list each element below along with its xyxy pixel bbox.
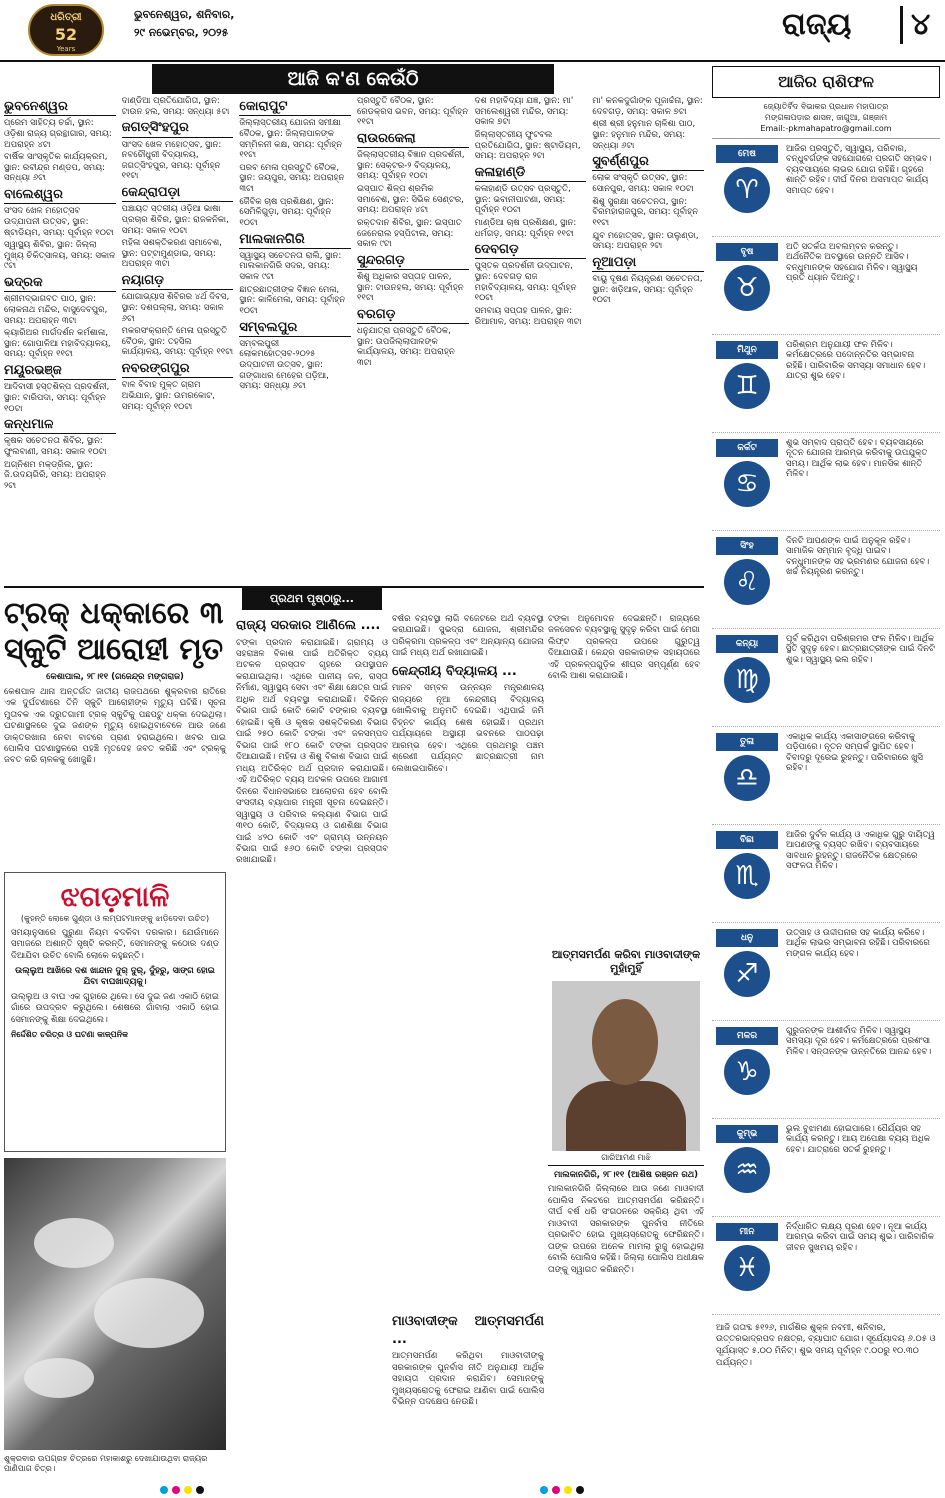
district-heading: ନୂଆପଡ଼ା bbox=[592, 255, 704, 272]
event-item: ସ୍ୱାସ୍ଥ୍ୟ ସଚେତନତା ରାଲି, ସ୍ଥାନ: ମାଲକାନଗିରି ସଦର, ସମୟ: ସକାଳ ୯ଟା bbox=[239, 250, 342, 282]
district-heading: ସୁନ୍ଦରଗଡ଼ bbox=[357, 253, 469, 270]
logo-title: ଧରିତ୍ରୀ bbox=[50, 12, 82, 23]
rashifala-box bbox=[712, 66, 940, 1378]
zodiac-entry bbox=[712, 1217, 940, 1315]
cloud-shape bbox=[34, 1218, 114, 1268]
zodiac-name: ମକର bbox=[716, 1027, 778, 1045]
continued-headline-2: କେନ୍ଦ୍ରୀୟ ବିଦ୍ୟାଳୟ ... bbox=[392, 663, 517, 679]
event-item: ପ୍ରସ୍ତୁତି ବୈଠକ, ସ୍ଥାନ: ରେଡକ୍ରସ ଭବନ, ସମୟ: ପୂର୍ବାହ୍ନ ୧୧ଟା bbox=[356, 96, 469, 128]
event-item: ଇସ୍ପାତ ଶିଳ୍ପ ଶ୍ରମିକ ସମାବେଶ, ସ୍ଥାନ: ସିଭିକ ସେଣ୍ଟର, ସମୟ: ଅପରାହ୍ନ ୪ଟା bbox=[356, 184, 464, 216]
continued-body-3: ଟଙ୍କା ଅନୁମୋଦନ ଦେଇଛନ୍ତି। ରାଜ୍ୟରେ ଜଳସେଚନ ବ୍ୟବସ୍ଥାକୁ ସୁଦୃଢ଼ କରିବା ପାଇଁ ମେଗା ଲିଫ୍ଟ ପ୍ରକଳ୍ପ ଉପରେ ଗୁରୁତ୍ୱ ଦିଆଯାଉଛି। କେନ୍ଦ୍ର ସରକାରଙ୍କ ସହାୟତାରେ ଏହି ପ୍ରକଳ୍ପଗୁଡ଼ିକ ଶୀଘ୍ର ସମ୍ପୂର୍ଣ୍ଣ ହେବ ବୋଲି ଆଶା କରାଯାଉଛି। bbox=[548, 614, 700, 682]
zodiac-name: କର୍କଟ bbox=[716, 439, 778, 457]
district-heading: କଳାହାଣ୍ଡି bbox=[475, 165, 587, 182]
event-item: ଶିଶୁ ଅଧିକାର ସପ୍ତାହ ପାଳନ, ସ୍ଥାନ: ଟାଉନହଲ, ସମୟ: ପୂର୍ବାହ୍ନ ୧୧ଟା bbox=[356, 272, 464, 304]
satire-credit: ନିର୍ଦ୍ଦେଶିତ ଚରିତ୍ର ଓ ଘଟଣା କାଳ୍ପନିକ bbox=[11, 1030, 129, 1040]
truck-story-headline: ଟ୍ରକ୍ ଧକ୍କାରେ ୩ ସ୍କୁଟି ଆରୋହୀ ମୃତ bbox=[4, 596, 224, 667]
event-item: ଜିଲ୍ଲାସ୍ତରୀୟ ବିଜ୍ଞାନ ପ୍ରଦର୍ଶନୀ, ସ୍ଥାନ: ସେକ୍ଟର-୨ ବିଦ୍ୟାଳୟ, ସମୟ: ପୂର୍ବାହ୍ନ ୧୦ଟା bbox=[356, 150, 465, 182]
event-item: ମାଣ୍ଡିଆ ଚାଷ ପ୍ରଶିକ୍ଷଣ, ସ୍ଥାନ: ଧର୍ମଗଡ଼, ସମୟ: ପୂର୍ବାହ୍ନ ୧୧ଟା bbox=[474, 217, 577, 239]
truck-story-dateline: କେଶାପାଲ, ୨୮।୧୧ (ଗଜେନ୍ଦ୍ର ମଙ୍ଗରାଜ) bbox=[46, 672, 184, 682]
maoist-photo bbox=[552, 981, 700, 1151]
zodiac-list bbox=[712, 139, 940, 1315]
zodiac-entry bbox=[712, 531, 940, 629]
event-item: ମହିଳା ସଶକ୍ତିକରଣ ସମାବେଶ, ସ୍ଥାନ: ପଟ୍ଟାମୁଣ୍ଡାଇ, ସମୟ: ଅପରାହ୍ନ ୩ଟା bbox=[121, 238, 222, 270]
maoist-body: ମାଲକାନଗିରି ଜିଲ୍ଲାରେ ଆଉ ଜଣେ ମାଓବାଦୀ ପୋଲିସ ନିକଟରେ ଆତ୍ମସମର୍ପଣ କରିଛନ୍ତି। ଦୀର୍ଘ ବର୍ଷ ଧରି ସଂଗଠନରେ ସକ୍ରିୟ ଥିବା ଏହି ମାଓବାଦୀ ସରକାରଙ୍କ ପୁନର୍ବାସ ନୀତିରେ ପ୍ରଭାବିତ ହୋଇ ମୁଖ୍ୟସ୍ରୋତକୁ ଫେରିଛନ୍ତି। ତାଙ୍କ ଉପରେ ଅନେକ ମାମଲା ରୁଜୁ ହୋଇଥିଲା ବୋଲି ପୋଲିସ କହିଛି। ଜିଲ୍ଲା ପୋଲିସ ଅଧୀକ୍ଷକ ତାଙ୍କୁ ସ୍ୱାଗତ କରିଛନ୍ତି। bbox=[548, 1184, 704, 1275]
zodiac-entry bbox=[712, 237, 940, 335]
event-item: ଶ୍ରୀମଦ୍ଭାଗବତ ପାଠ, ସ୍ଥାନ: ଲୋକନାଥ ମନ୍ଦିର, ବାସୁଦେବପୁର, ସମୟ: ଅପରାହ୍ନ ୩ଟା bbox=[4, 294, 108, 326]
event-item: ଦଶ ମହାବିଦ୍ୟା ଯଜ୍ଞ, ସ୍ଥାନ: ମା' ସମଲେଶ୍ୱରୀ ମନ୍ଦିର, ସମୟ: ସକାଳ ୭ଟା bbox=[474, 96, 574, 128]
rashifala-byline bbox=[712, 98, 940, 139]
satellite-caption: ଶୁକ୍ରବାର ଉପଗ୍ରହ ଚିତ୍ରରେ ମହାକାଶରୁ ଦେଖାଯାଉଥିବା ରାଜ୍ୟର ପାଣିପାଗ ଚିତ୍ର। bbox=[4, 1454, 208, 1473]
event-item: ଶିଶୁ ସୁରକ୍ଷା ସଚେତନତା, ସ୍ଥାନ: ବିରମହାରାଜପୁର, ସମୟ: ପୂର୍ବାହ୍ନ ୧୧ଟା bbox=[592, 196, 699, 228]
zodiac-entry bbox=[712, 335, 940, 433]
event-item: ମା' କନକଦୁର୍ଗାଙ୍କ ପୂଜାର୍ଚ୍ଚନା, ସ୍ଥାନ: ଦେବଗଡ଼, ସମୟ: ସକାଳ ୭ଟା bbox=[592, 96, 703, 117]
event-item: ବାଳ ବିବାହ ମୁକ୍ତ ଗ୍ରାମ ଅଭିଯାନ, ସ୍ଥାନ: ଉମରକୋଟ, ସମୟ: ପୂର୍ବାହ୍ନ ୧୦ଟା bbox=[121, 380, 215, 412]
continued-column-3 bbox=[548, 614, 700, 944]
events-banner: ଆଜି କ'ଣ କେଉଁଠି bbox=[152, 64, 554, 94]
zodiac-entry bbox=[712, 629, 940, 727]
zodiac-icon: ♏ bbox=[724, 853, 770, 899]
district-heading: ମୟୂରଭଞ୍ଜ bbox=[4, 363, 116, 380]
newspaper-logo bbox=[28, 4, 104, 56]
events-column bbox=[475, 96, 587, 586]
page-section-name: ରାଜ୍ୟ bbox=[782, 7, 852, 42]
zodiac-name: ବିଛା bbox=[716, 831, 778, 849]
registration-dot bbox=[184, 1486, 192, 1494]
satire-intro: ସମୟାନୁସାରେ ପୁରୁଣା ନିୟମ ବଦଳିବା ଦରକାର। ଯେଉଁମାନେ ସମାଜରେ ଅଶାନ୍ତି ସୃଷ୍ଟି କରନ୍ତି, ସେମାନଙ୍କୁ କଠୋର ଦଣ୍ଡ ଦିଆଯିବା ଉଚିତ ବୋଲି ଲୋକେ କହୁଛନ୍ତି। bbox=[11, 928, 219, 961]
zodiac-name: ମିଥୁନ bbox=[716, 341, 778, 359]
registration-dot bbox=[196, 1486, 204, 1494]
district-heading: ବରଗଡ଼ bbox=[357, 307, 469, 324]
continued-label: ପ୍ରଥମ ପୃଷ୍ଠାରୁ... bbox=[242, 588, 382, 610]
truck-accident-story bbox=[4, 596, 226, 767]
header-rule bbox=[0, 60, 945, 62]
rashifala-title: ଆଜିର ରାଶିଫଳ bbox=[712, 66, 940, 98]
logo-sub: Years bbox=[56, 44, 76, 53]
events-column bbox=[357, 96, 469, 586]
satellite-weather-image bbox=[4, 1158, 226, 1450]
district-heading: ଦେବଗଡ଼ bbox=[475, 242, 587, 259]
event-item: ଧନୁଯାତ୍ରା ପ୍ରସ୍ତୁତି ବୈଠକ, ସ୍ଥାନ: ଉପଜିଲ୍ଲାପାଳଙ୍କ କାର୍ଯ୍ୟାଳୟ, ସମୟ: ଅପରାହ୍ନ ୩ଟା bbox=[356, 326, 455, 368]
district-heading: ଭଦ୍ରକ bbox=[4, 275, 116, 292]
zodiac-text: ଅତି ସତର୍କତା ଅବଲମ୍ବନ କରନ୍ତୁ। ଅର୍ଥନୈତିକ ଅବସ୍ଥାରେ ଉନ୍ନତି ଆସିବ। ବନ୍ଧୁମାନଙ୍କ ସହଯୋଗ ମିଳିବ। ସ୍ୱାସ୍ଥ୍ୟ ପ୍ରତି ଧ୍ୟାନ ଦିଅନ୍ତୁ। bbox=[786, 241, 918, 284]
event-item: ଯୁବ ମହୋତ୍ସବ, ସ୍ଥାନ: ଉଲୁଣ୍ଡା, ସମୟ: ଅପରାହ୍ନ ୨ଟା bbox=[592, 230, 699, 252]
district-heading: କନ୍ଧମାଳ bbox=[4, 417, 116, 434]
maoist-story bbox=[548, 948, 704, 1454]
zodiac-icon: ♌ bbox=[724, 559, 770, 605]
zodiac-text: ପୂର୍ବ କରିଥିବା ପରିଶ୍ରମର ଫଳ ମିଳିବ। ଆର୍ଥିକ ସ୍ଥିତି ସୁଦୃଢ଼ ହେବ। ଛାତ୍ରଛାତ୍ରୀଙ୍କ ପାଇଁ ଦିନଟି ଶୁଭ। ସ୍ୱାସ୍ଥ୍ୟ ଭଲ ରହିବ। bbox=[786, 633, 935, 665]
registration-dot bbox=[172, 1486, 180, 1494]
page-number: ୪ bbox=[900, 6, 930, 44]
continued-body-3b: ଆତ୍ମସମର୍ପଣ କରିଥିବା ମାଓବାଦୀଙ୍କୁ ସରକାରଙ୍କ ପୁନର୍ବାସ ନୀତି ଅନୁଯାୟୀ ଆର୍ଥିକ ସହାୟତା ପ୍ରଦାନ କରାଯିବ। ସେମାନଙ୍କୁ ମୁଖ୍ୟସ୍ରୋତକୁ ଫେରାଇ ଆଣିବା ପାଇଁ ପୋଲିସ ବିଭିନ୍ନ ପଦକ୍ଷେପ ନେଉଛି। bbox=[392, 1351, 544, 1407]
district-heading: କୋରାପୁଟ bbox=[239, 99, 351, 116]
event-item: ବାର୍ଷିକ ସାଂସ୍କୃତିକ କାର୍ଯ୍ୟକ୍ରମ, ସ୍ଥାନ: ରବୀନ୍ଦ୍ର ମଣ୍ଡପ, ସମୟ: ସନ୍ଧ୍ୟା ୬ଟା bbox=[4, 152, 108, 184]
zodiac-entry bbox=[712, 727, 940, 825]
district-heading: ଜଗତ୍‌ସିଂହପୁର bbox=[122, 120, 234, 137]
events-columns bbox=[4, 96, 704, 586]
maoist-photo-caption: ଗାରିଆମଣ ମାଝି bbox=[548, 1151, 704, 1166]
zodiac-icon: ♋ bbox=[724, 461, 770, 507]
district-heading: ନୟାଗଡ଼ bbox=[122, 273, 234, 290]
zodiac-text: ଗୁରୁଜନଙ୍କ ଆଶୀର୍ବାଦ ମିଳିବ। ସ୍ୱାସ୍ଥ୍ୟ ସମସ୍ୟା ଦୂର ହେବ। କର୍ମକ୍ଷେତ୍ରରେ ପ୍ରଶଂସା ମିଳିବ। ସନ୍ତାନଙ୍କ ଉନ୍ନତିରେ ଆନନ୍ଦ ହେବ। bbox=[786, 1025, 932, 1057]
continued-body-2: ବର୍ଷର ବ୍ୟବସ୍ଥା ଲାଗି ବଜେଟରେ ଅର୍ଥ ବ୍ୟବସ୍ଥା କରାଯାଇଛି। ସୁଭଦ୍ରା ଯୋଜନା, ଶ୍ରୀମନ୍ଦିର ପରିକ୍ରମା ପ୍ରକଳ୍ପ ଏବଂ ଅନ୍ୟାନ୍ୟ ଯୋଜନା ପାଇଁ ମଧ୍ୟ ଅର୍ଥ ରଖାଯାଇଛି। bbox=[392, 614, 544, 659]
zodiac-name: ସିଂହ bbox=[716, 537, 778, 555]
district-heading: ସୁବର୍ଣ୍ଣପୁର bbox=[592, 154, 704, 171]
zodiac-entry bbox=[712, 923, 940, 1021]
event-item: ପ୍ରେମ ସାହିତ୍ୟ ଚର୍ଚ୍ଚା, ସ୍ଥାନ: ଓଡ଼ିଶା ରାଜ୍ୟ ଗ୍ରନ୍ଥାଗାର, ସମୟ: ଅପରାହ୍ନ ୪ଟା bbox=[4, 118, 112, 150]
events-column bbox=[592, 96, 704, 586]
zodiac-entry bbox=[712, 1021, 940, 1119]
zodiac-name: ଧନୁ bbox=[716, 929, 778, 947]
event-item: ରକ୍ତଦାନ ଶିବିର, ସ୍ଥାନ: ଇସ୍ପାତ ଜେନେରାଲ ହସ୍ପିଟାଲ, ସମୟ: ସକାଳ ୯ଟା bbox=[356, 217, 462, 250]
photo-shirt bbox=[566, 1081, 686, 1151]
events-column bbox=[239, 96, 351, 586]
rashifala-address: ମଙ୍ଗଳାପଡ଼ାର ଶାସନ, ଜାଗୁଆ, ଗଞ୍ଜାମ bbox=[764, 113, 888, 123]
panjika-note: ଆଜି ଗତାବ୍ଦ ୫୧୨୬, ମାର୍ଗଶିର ଶୁକ୍ଳ ନବମୀ, ଶନିବାର, ଉତ୍ତରଭାଦ୍ରପଦ ନକ୍ଷତ୍ର, ବ୍ୟାଘାତ ଯୋଗ। ସୂର୍ଯ୍ୟୋଦୟ ୬.୦୫ ଓ ସୂର୍ଯ୍ୟାସ୍ତ ୫.୦୦ ମିନିଟ୍। ଶୁଭ ସମୟ ପୂର୍ବାହ୍ନ ୯.୦୦ରୁ ୧୦.୩୦ ପର୍ଯ୍ୟନ୍ତ। bbox=[716, 1322, 936, 1369]
registration-dot bbox=[552, 1486, 560, 1494]
dateline-date: ୨୯ ନଭେମ୍ବର, ୨୦୨୫ bbox=[134, 25, 229, 39]
rashifala-email: Email:-pkmahapatro@gmail.com bbox=[760, 124, 892, 134]
district-heading: ଭୁବନେଶ୍ୱର bbox=[4, 99, 116, 116]
zodiac-name: କୁମ୍ଭ bbox=[716, 1125, 778, 1143]
page-header bbox=[0, 0, 945, 60]
zodiac-name: ମୀନ bbox=[716, 1223, 778, 1241]
event-item: ଲୋକ ସଂସ୍କୃତି ଉତ୍ସବ, ସ୍ଥାନ: ସୋନପୁର, ସମୟ: ସକାଳ ୧୦ଟା bbox=[592, 173, 694, 194]
page-footer bbox=[0, 1484, 945, 1496]
event-item: ସମ୍ବଲପୁରୀ ଲୋକମହୋତ୍ସବ-୨୦୨୫ ଉଦ୍‌ଘାଟନୀ ଉତ୍ସବ, ସ୍ଥାନ: ଗଙ୍ଗାଧର ମେହେର ପଡ଼ିଆ, ସମୟ: ସନ୍ଧ୍ୟା ୬ଟା bbox=[239, 338, 329, 392]
zodiac-icon: ♐ bbox=[724, 951, 770, 997]
continued-headline-1: ରାଜ୍ୟ ସରକାର ଆଣିଲେ .... bbox=[236, 618, 381, 633]
zodiac-icon: ♒ bbox=[724, 1147, 770, 1193]
satire-body: ଉଲ୍ଲୁଅ ଓ ବାଘ ଏକ ଗୁହାରେ ଥିଲେ। ସେ ଦୁଇ ଜଣ ଏକାଠି ହୋଇ ଗାଁରେ ଉପଦ୍ରବ କରୁଥିଲେ। ଶେଷରେ ଗାଁବାଲା ଏକାଠି ହୋଇ ସେମାନଙ୍କୁ ଶିକ୍ଷା ଦେଇଥିଲେ। bbox=[11, 991, 219, 1025]
zodiac-entry bbox=[712, 1119, 940, 1217]
event-item: ଅଗ୍ନିଶମ ମକ୍‌ଡ୍ରିଲ, ସ୍ଥାନ: ଜି.ଉଦୟଗିରି, ସମୟ: ଅପରାହ୍ନ ୨ଟା bbox=[4, 459, 107, 491]
zodiac-text: ଶୁଭ ସମ୍ବାଦ ପ୍ରାପ୍ତି ହେବ। ବ୍ୟବସାୟରେ ନୂତନ ଯୋଜନା ଆରମ୍ଭ କରିବାକୁ ଉପଯୁକ୍ତ ସମୟ। ଆର୍ଥିକ ଲାଭ ହେବ। ମାନସିକ ଶାନ୍ତି ମିଳିବ। bbox=[786, 437, 928, 480]
zodiac-text: ଉତ୍ସାହ ଓ ଉଦ୍ଦୀପନାର ସହ କାର୍ଯ୍ୟ କରିବେ। ଆର୍ଥିକ ଲାଭର ସମ୍ଭାବନା ରହିଛି। ପରିବାରରେ ମଙ୍ଗଳ କାର୍ଯ୍ୟ ହେବ। bbox=[786, 927, 930, 959]
dateline bbox=[134, 6, 234, 41]
continued-body-2b: ମାନବ ସମ୍ବଳ ଉନ୍ନୟନ ମନ୍ତ୍ରଣାଳୟ ରାଜ୍ୟରେ ନୂଆ କେନ୍ଦ୍ରୀୟ ବିଦ୍ୟାଳୟ ଖୋଲିବାକୁ ଅନୁମତି ଦେଇଛି। ଏଥିପାଇଁ ଜମି ଚିହ୍ନଟ କାର୍ଯ୍ୟ ଶେଷ ହୋଇଛି। ପ୍ରଥମ ପର୍ଯ୍ୟାୟରେ ଅସ୍ଥାୟୀ ଭବନରେ ପାଠପଢ଼ା ଆରମ୍ଭ ହେବ। ଏଥିରେ ପ୍ରଥମରୁ ପଞ୍ଚମ ଶ୍ରେଣୀ ପର୍ଯ୍ୟନ୍ତ ଛାତ୍ରଛାତ୍ରୀ ନାମ ଲେଖାଇପାରିବେ। bbox=[392, 683, 544, 774]
satire-title: ଝଗଡ଼ମାଳି bbox=[60, 880, 170, 913]
event-item: ଜିଲ୍ଲାସ୍ତରୀୟ ଯୋଜନା ସମୀକ୍ଷା ବୈଠକ, ସ୍ଥାନ: ଜିଲ୍ଲାପାଳଙ୍କ ସମ୍ମିଳନୀ କକ୍ଷ, ସମୟ: ପୂର୍ବାହ୍ନ ୧୧ଟା bbox=[239, 118, 343, 161]
event-item: ପଞ୍ଚାୟତ ସ୍ତରୀୟ ଓଡ଼ିଆ ଭାଷା ପ୍ରଚାର ଶିବିର, ସ୍ଥାନ: ରାଜକନିକା, ସମୟ: ସକାଳ ୧୦ଟା bbox=[121, 204, 229, 236]
event-item: ବାୟୁ ଦୂଷଣ ନିୟନ୍ତ୍ରଣ ସଚେତନତା, ସ୍ଥାନ: ଖଡ଼ିଆଳ, ସମୟ: ପୂର୍ବାହ୍ନ ୧୦ଟା bbox=[592, 274, 703, 306]
event-item: ପୁସ୍ତକ ପ୍ରଦର୍ଶନୀ ଉଦ୍‌ଘାଟନ, ସ୍ଥାନ: ଦେବଗଡ଼ ରାଜ ମହାବିଦ୍ୟାଳୟ, ସମୟ: ପୂର୍ବାହ୍ନ ୧୦ଟା bbox=[474, 261, 577, 304]
continued-column-1 bbox=[236, 614, 388, 1474]
zodiac-name: କନ୍ୟା bbox=[716, 635, 778, 653]
truck-story-body: କେଶପାଳ ଥାନା ଅନ୍ତର୍ଗତ ଜାତୀୟ ରାଜପଥରେ ଶୁକ୍ରବାର ରାତିରେ ଏକ ଦୁର୍ଘଟଣାରେ ତିନି ସ୍କୁଟି ଆରୋହୀଙ୍କ ମୃତ୍ୟୁ ଘଟିଛି। ସୂଚନା ମୁତାବକ ଏକ ଦ୍ରୁତଗାମୀ ଟ୍ରକ୍ ସ୍କୁଟିକୁ ପଛପଟୁ ଧକ୍କା ଦେଇଥିଲା। ଘଟଣାସ୍ଥଳରେ ଦୁଇ ଜଣଙ୍କ ମୃତ୍ୟୁ ହୋଇଥିବାବେଳେ ଆଉ ଜଣେ ଡାକ୍ତରଖାନା ନେବା ବାଟରେ ପ୍ରାଣ ହରାଇଥିଲେ। ଖବର ପାଇ ପୋଲିସ ଘଟଣାସ୍ଥଳରେ ପହଞ୍ଚି ମୃତଦେହ ଜବତ କରିଛି ଏବଂ ଟ୍ରକ୍‌କୁ ଜବତ କରି ଚାଳକକୁ ଖୋଜୁଛି। bbox=[4, 686, 226, 766]
event-item: ପରବ ମେଳା ପ୍ରସ୍ତୁତି ବୈଠକ, ସ୍ଥାନ: ଜୟପୁର, ସମୟ: ଅପରାହ୍ନ ୩ଟା bbox=[239, 162, 345, 194]
registration-dot bbox=[576, 1486, 584, 1494]
satire-subtitle: (କୁହନ୍ତି ଲୋକେ ଗୁଣ୍ଡା ଓ ଲମ୍ପଟମାନଙ୍କୁ ଝାଡ଼ିଦେବା ଉଚିତ) bbox=[20, 914, 210, 923]
continued-body-1: ଟଙ୍କା ପ୍ରଦାନ କରାଯାଇଛି। ଗ୍ରାମ୍ୟ ଓ ସହରାଞ୍ଚଳ ବିକାଶ ପାଇଁ ଅତିରିକ୍ତ ବ୍ୟୟ ଅଟକଳ ପ୍ରସ୍ତାବ ଗୃହରେ ଉପସ୍ଥାପନ କରାଯାଇଥିଲା। ଏଥିରେ ପାନୀୟ ଜଳ, ରାସ୍ତା ନିର୍ମାଣ, ସ୍ୱାସ୍ଥ୍ୟ ସେବା ଏବଂ ଶିକ୍ଷା କ୍ଷେତ୍ର ପାଇଁ ଅଧିକ ଅର୍ଥ ବ୍ୟବସ୍ଥା କରାଯାଇଛି। ବିଭିନ୍ନ ବିଭାଗ ପାଇଁ କୋଟି କୋଟି ଟଙ୍କାର ବ୍ୟବସ୍ଥା ହୋଇଛି। କୃଷି ଓ କୃଷକ ସଶକ୍ତିକରଣ ବିଭାଗ ପାଇଁ ୨୫୦ କୋଟି ଟଙ୍କା ଏବଂ ଜଳସମ୍ପଦ ବିଭାଗ ପାଇଁ ୧୮୦ କୋଟି ଟଙ୍କା ପ୍ରସ୍ତାବ ଦିଆଯାଇଛି। ମହିଳା ଓ ଶିଶୁ ବିକାଶ ବିଭାଗ ପାଇଁ ମଧ୍ୟ ଅତିରିକ୍ତ ଅର୍ଥ ପ୍ରଦାନ କରାଯାଇଛି। ଏହି ଅତିରିକ୍ତ ବ୍ୟୟ ଅଟକଳ ଉପରେ ଆଗାମୀ ଦିନରେ ବିଧାନସଭାରେ ଆଲୋଚନା ହେବ ବୋଲି ସଂସଦୀୟ ବ୍ୟାପାର ମନ୍ତ୍ରୀ ସୂଚନା ଦେଇଛନ୍ତି। ସ୍ୱାସ୍ଥ୍ୟ ଓ ପରିବାର କଲ୍ୟାଣ ବିଭାଗ ପାଇଁ ୩୧୦ କୋଟି, ବିଦ୍ୟାଳୟ ଓ ଗଣଶିକ୍ଷା ବିଭାଗ ପାଇଁ ୪୨୦ କୋଟି ଏବଂ ଗ୍ରାମ୍ୟ ଉନ୍ନୟନ ବିଭାଗ ପାଇଁ ୫୬୦ କୋଟି ଟଙ୍କା ପ୍ରସ୍ତାବ ରଖାଯାଇଛି। bbox=[236, 637, 388, 866]
zodiac-icon: ♊ bbox=[724, 363, 770, 409]
event-item: କଳାହାଣ୍ଡି ଉତ୍ସବ ପ୍ରସ୍ତୁତି, ସ୍ଥାନ: ଭବାନୀପାଟଣା, ସମୟ: ପୂର୍ବାହ୍ନ ୧୦ଟା bbox=[474, 184, 571, 216]
event-item: ସମବାୟ ସପ୍ତାହ ପାଳନ, ସ୍ଥାନ: ରିଆମାଳ, ସମୟ: ଅପରାହ୍ନ ୩ଟା bbox=[474, 305, 582, 327]
zodiac-name: ତୁଳା bbox=[716, 733, 778, 751]
zodiac-text: ଦିନଟି ଆପଣଙ୍କ ପାଇଁ ଅନୁକୂଳ ରହିବ। ସାମାଜିକ ସମ୍ମାନ ବୃଦ୍ଧି ପାଇବ। ବନ୍ଧୁମାନଙ୍କ ସହ ଭ୍ରମଣର ଯୋଜନା ହେବ। ଖର୍ଚ୍ଚ ନିୟନ୍ତ୍ରଣ କରନ୍ତୁ। bbox=[786, 535, 930, 578]
events-column bbox=[122, 96, 234, 586]
cloud-shape bbox=[94, 1278, 204, 1348]
zodiac-name: ବୃଷ bbox=[716, 243, 778, 261]
event-item: ଜୈବିକ ଚାଷ ପ୍ରଶିକ୍ଷଣ, ସ୍ଥାନ: ସେମିଳିଗୁଡ଼ା, ସମୟ: ପୂର୍ବାହ୍ନ ୧୦ଟା bbox=[239, 196, 334, 228]
event-item: ସ୍ୱାସ୍ଥ୍ୟ ଶିବିର, ସ୍ଥାନ: ଜିଲ୍ଲା ମୁଖ୍ୟ ଚିକିତ୍ସାଳୟ, ସମୟ: ସକାଳ ୯ଟା bbox=[4, 240, 116, 272]
zodiac-text: ଏକାଧିକ କାର୍ଯ୍ୟ ଏକାସାଙ୍ଗରେ କରିବାକୁ ପଡ଼ିପାରେ। ନୂତନ ସମ୍ପର୍କ ସ୍ଥାପିତ ହେବ। ବିବାଦରୁ ଦୂରେଇ ରୁହନ୍ତୁ। ପରିବାରରେ ଖୁସି ରହିବ। bbox=[786, 731, 923, 774]
zodiac-icon: ♉ bbox=[724, 265, 770, 311]
event-item: ଶ୍ରୀ ଶ୍ରୀ ହନୁମାନ ଚାଳିଶା ପାଠ, ସ୍ଥାନ: ହନୁମାନ ମନ୍ଦିର, ସମୟ: ସନ୍ଧ୍ୟା ୬ଟା bbox=[592, 119, 696, 151]
maoist-headline: ଆତ୍ମସମର୍ପଣ କରିବା ମାଓବାଦୀଙ୍କ ମୁହାଁମୁହିଁ bbox=[551, 948, 701, 976]
zodiac-text: ଆଜିର ପ୍ରସ୍ତୁତି, ସ୍ୱାସ୍ଥ୍ୟ, ପରିବାର, ବନ୍ଧୁବର୍ଗଙ୍କ ସହଯୋଗରେ ପ୍ରଗତି ସମ୍ଭବ। ବ୍ୟବସାୟରେ ଲାଭର ଯୋଗ ରହିଛି। ଗୃହରେ ଶାନ୍ତି ରହିବ। ଦୀର୍ଘ ଦିନର ଅସମାପ୍ତ କାର୍ଯ୍ୟ ସମାପ୍ତ ହେବ। bbox=[786, 143, 932, 197]
zodiac-icon: ♎ bbox=[724, 755, 770, 801]
logo-number: 52 bbox=[54, 24, 78, 44]
zodiac-icon: ♈ bbox=[724, 167, 770, 213]
event-item: ଆଦିବାସୀ ହସ୍ତଶିଳ୍ପ ପ୍ରଦର୍ଶନୀ, ସ୍ଥାନ: ବାରିପଦା, ସମୟ: ପୂର୍ବାହ୍ନ ୧୦ଟା bbox=[4, 382, 110, 414]
event-item: ଦାଣ୍ଡିଆ ପ୍ରତିଯୋଗିତା, ସ୍ଥାନ: ଟାଉନ ହଲ, ସମୟ: ସନ୍ଧ୍ୟା ୫ଟା bbox=[121, 96, 230, 117]
district-heading: ମାଲକାନଗିରି bbox=[239, 232, 351, 249]
rashifala-author: ଜ୍ୟୋତିର୍ବିଦ ବିଭାକର ପ୍ରଧାନ ମହାପାତ୍ର bbox=[763, 102, 889, 111]
event-item: ଜିଲ୍ଲାସ୍ତରୀୟ ଫୁଟବଲ ପ୍ରତିଯୋଗିତା, ସ୍ଥାନ: ଷ୍ଟାଡିୟମ, ସମୟ: ଅପରାହ୍ନ ୨ଟା bbox=[474, 129, 581, 162]
zodiac-text: ଭୁଲ ବୁଝାମଣା ହୋଇପାରେ। ଧୈର୍ଯ୍ୟର ସହ କାର୍ଯ୍ୟ କରନ୍ତୁ। ଆୟ ଅପେକ୍ଷା ବ୍ୟୟ ଅଧିକ ହେବ। ଯାତ୍ରାରେ ସତର୍କ ରୁହନ୍ତୁ। bbox=[786, 1123, 931, 1155]
zodiac-entry bbox=[712, 139, 940, 237]
event-item: ସଂସଦ ଖେଳ ମହୋତ୍ସବ ଉଦ୍‌ଯାପନୀ ଉତ୍ସବ, ସ୍ଥାନ: ଷ୍ଟାଡିୟମ, ସମୟ: ପୂର୍ବାହ୍ନ ୧୦ଟା bbox=[4, 206, 114, 238]
dateline-day: ଭୁବନେଶ୍ୱର, ଶନିବାର, bbox=[134, 8, 235, 21]
district-heading: ରାଉରକେଲା bbox=[357, 131, 469, 148]
zodiac-icon: ♓ bbox=[724, 1245, 770, 1291]
district-heading: ବାଲେଶ୍ୱର bbox=[4, 187, 116, 204]
zodiac-text: ପରିଶ୍ରମ ଅନୁଯାୟୀ ଫଳ ମିଳିବ। କର୍ମକ୍ଷେତ୍ରରେ ପଦୋନ୍ନତିର ସମ୍ଭାବନା ରହିଛି। ପାରିବାରିକ ସମସ୍ୟା ସମାଧାନ ହେବ। ଯାତ୍ରା ଶୁଭ ହେବ। bbox=[786, 339, 926, 382]
cloud-shape bbox=[24, 1358, 94, 1398]
event-item: କ୍ୟାରିଅର ମାର୍ଗଦର୍ଶନ କର୍ମଶାଳା, ସ୍ଥାନ: ଗୋପାଳିଆ ମହାବିଦ୍ୟାଳୟ, ସମୟ: ପୂର୍ବାହ୍ନ ୧୧ଟା bbox=[4, 328, 111, 360]
zodiac-text: ଆଜିର ଦୁର୍ବଳ କାର୍ଯ୍ୟ ଓ ଏକାଧିକ ଗୁରୁ ଦାୟିତ୍ୱ ଆପଣଙ୍କୁ ବ୍ୟସ୍ତ ରଖିବ। ବ୍ୟବସାୟରେ ସାବଧାନ ରୁହନ୍ତୁ। ରାଜନୈତିକ କ୍ଷେତ୍ରରେ ସଫଳତା ମିଳିବ। bbox=[786, 829, 935, 872]
zodiac-icon: ♍ bbox=[724, 657, 770, 703]
maoist-dateline: ମାଲକାନଗିରି, ୨୮।୧୧ (ଆଶିଷ ରଞ୍ଜନ ରଥ) bbox=[553, 1169, 699, 1180]
zodiac-name: ମେଷ bbox=[716, 145, 778, 163]
registration-dot bbox=[540, 1486, 548, 1494]
maoist-continued bbox=[392, 1310, 544, 1470]
event-item: କୃଷକ ସଚେତନତା ଶିବିର, ସ୍ଥାନ: ଫୁଲବାଣୀ, ସମୟ: ସକାଳ ୧୦ଟା bbox=[4, 436, 107, 457]
registration-dot bbox=[160, 1486, 168, 1494]
zodiac-entry bbox=[712, 825, 940, 923]
events-column bbox=[4, 96, 116, 586]
zodiac-text: ନିର୍ଦ୍ଧାରିତ ଲକ୍ଷ୍ୟ ପୂରଣ ହେବ। ନୂଆ କାର୍ଯ୍ୟ ଆରମ୍ଭ କରିବା ପାଇଁ ସମୟ ଶୁଭ। ପାରିବାରିକ ଜୀବନ ସୁଖମୟ ରହିବ। bbox=[786, 1221, 935, 1253]
event-item: ଯୋଗାଭ୍ୟାସ ଶିବିରର ୪ର୍ଥ ଦିବସ, ସ୍ଥାନ: ଦଶପଲ୍ଲା, ସମୟ: ସକାଳ ୬ଟା bbox=[121, 292, 230, 324]
event-item: ଛାତ୍ରଛାତ୍ରୀଙ୍କ ବିଜ୍ଞାନ ମେଳା, ସ୍ଥାନ: କାଳିମେଳା, ସମୟ: ପୂର୍ବାହ୍ନ ୧୦ଟା bbox=[239, 284, 346, 316]
photo-face bbox=[592, 999, 658, 1085]
satire-box bbox=[4, 872, 226, 1152]
registration-dot bbox=[564, 1486, 572, 1494]
event-item: ମକରସଂକ୍ରାନ୍ତି ମେଳା ପ୍ରସ୍ତୁତି ବୈଠକ, ସ୍ଥାନ: ତହସିଲ କାର୍ଯ୍ୟାଳୟ, ସମୟ: ପୂର୍ବାହ୍ନ ୧୧ଟା bbox=[121, 326, 234, 358]
district-heading: ସମ୍ବଲପୁର bbox=[239, 320, 351, 337]
event-item: ସାଂସଦ ଖେଳ ମହୋତ୍ସବ, ସ୍ଥାନ: ନବଚୌଧୁରୀ ବିଦ୍ୟାଳୟ, ଜଗତ୍‌ସିଂହପୁର, ସମୟ: ପୂର୍ବାହ୍ନ ୧୧ଟା bbox=[121, 139, 222, 182]
zodiac-entry bbox=[712, 433, 940, 531]
zodiac-icon: ♑ bbox=[724, 1049, 770, 1095]
continued-headline-3: ମାଓବାଦୀଙ୍କ ଆତ୍ମସମର୍ପଣ ... bbox=[392, 1314, 544, 1347]
district-heading: କେନ୍ଦ୍ରାପଡ଼ା bbox=[122, 185, 234, 202]
satire-poem: ଉଲ୍ଲୁଅ ଆଖିରେ ଦଶ ଖାନ୍ଦାନ ଦୁର୍ ଦୁର୍, ଦୁଁହରୁ, ସାଙ୍ଗ ହୋଇ ଯିବା ବାଘଖାଦ୍ୟକୁ। bbox=[15, 966, 215, 988]
district-heading: ନବରଙ୍ଗପୁର bbox=[122, 361, 234, 378]
